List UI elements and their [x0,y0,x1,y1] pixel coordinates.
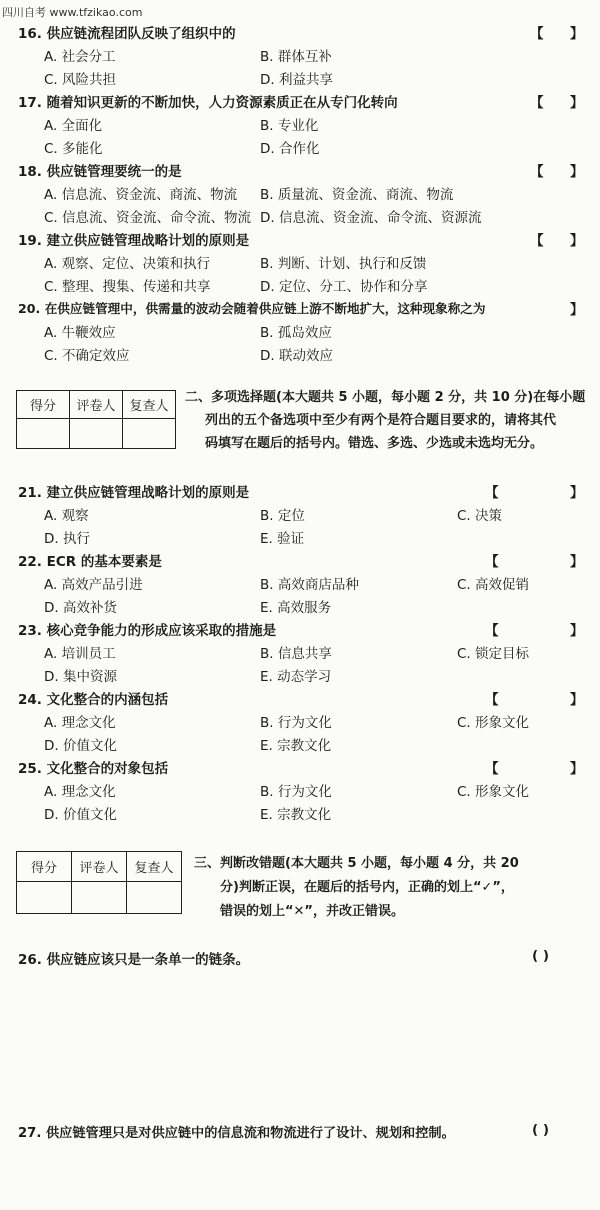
bracket-right: 】 [570,164,584,180]
option: C. 高效促销 [457,577,530,593]
option: A. 理念文化 [44,715,116,731]
section3-line3: 错误的划上“✕”，并改正错误。 [220,904,404,919]
grader-cell[interactable] [70,419,123,449]
option: D. 利益共享 [260,72,333,88]
option: E. 高效服务 [260,600,332,616]
option: B. 专业化 [260,118,319,134]
bracket-left: 【 [485,554,499,570]
option: C. 锁定目标 [457,646,530,662]
option: A. 社会分工 [44,49,116,65]
section2-line2: 列出的五个备选项中至少有两个是符合题目要求的，请将其代 [205,413,557,428]
option: B. 判断、计划、执行和反馈 [260,256,427,272]
score-table-2 [16,390,176,449]
watermark: 四川自考 www.tfzikao.com [2,6,143,19]
option: A. 观察 [44,508,89,524]
bracket-right: 】 [570,485,584,501]
section2-line1: 二、多项选择题(本大题共 5 小题，每小题 2 分，共 10 分)在每小题 [185,390,586,405]
option: B. 行为文化 [260,715,332,731]
answer-paren[interactable]: ( ) [532,1122,550,1138]
option: D. 价值文化 [44,807,117,823]
option: C. 多能化 [44,141,103,157]
option: B. 定位 [260,508,305,524]
option: D. 高效补货 [44,600,117,616]
option: C. 不确定效应 [44,348,130,364]
option: C. 风险共担 [44,72,117,88]
option: D. 定位、分工、协作和分享 [260,279,428,295]
bracket-right: 】 [570,233,584,249]
bracket-right: 】 [570,623,584,639]
bracket-right: 】 [570,554,584,570]
option: E. 动态学习 [260,669,332,685]
question-25: 25. 文化整合的对象包括 [18,761,169,777]
option: D. 信息流、资金流、命令流、资源流 [260,210,482,226]
bracket-left: 【 [530,26,544,42]
section3-line2: 分)判断正误，在题后的括号内，正确的划上“✓”， [220,880,514,895]
question-21: 21. 建立供应链管理战略计划的原则是 [18,485,250,501]
bracket-right: 】 [570,302,584,318]
question-19: 19. 建立供应链管理战略计划的原则是 [18,233,250,249]
question-18: 18. 供应链管理要统一的是 [18,164,182,180]
option: B. 信息共享 [260,646,332,662]
score-table-3 [16,851,182,914]
option: C. 决策 [457,508,503,524]
question-26: 26. 供应链应该只是一条单一的链条。 [18,952,250,968]
option: C. 整理、搜集、传递和共享 [44,279,211,295]
option: A. 培训员工 [44,646,116,662]
option: B. 群体互补 [260,49,332,65]
option: A. 牛鞭效应 [44,325,116,341]
question-23: 23. 核心竞争能力的形成应该采取的措施是 [18,623,277,639]
section2-line3: 码填写在题后的括号内。错选、多选、少选或未选均无分。 [205,436,544,451]
bracket-right: 】 [570,761,584,777]
option: E. 宗教文化 [260,807,332,823]
bracket-right: 】 [570,95,584,111]
bracket-right: 】 [570,26,584,42]
option: B. 质量流、资金流、商流、物流 [260,187,454,203]
option: C. 信息流、资金流、命令流、物流 [44,210,252,226]
option: C. 形象文化 [457,715,530,731]
grader-header: 评卷人 [70,391,123,419]
bracket-left: 【 [485,623,499,639]
reviewer-header: 复查人 [123,391,176,419]
answer-paren[interactable]: ( ) [532,948,550,964]
option: A. 全面化 [44,118,103,134]
bracket-left: 【 [485,692,499,708]
reviewer-cell[interactable] [127,882,182,914]
question-27: 27. 供应链管理只是对供应链中的信息流和物流进行了设计、规划和控制。 [18,1126,455,1141]
bracket-left: 【 [530,233,544,249]
option: D. 合作化 [260,141,320,157]
bracket-left: 【 [530,164,544,180]
bracket-left: 【 [485,761,499,777]
reviewer-cell[interactable] [123,419,176,449]
section3-line1: 三、判断改错题(本大题共 5 小题，每小题 4 分，共 20 [194,856,519,871]
score-cell[interactable] [17,882,72,914]
question-22: 22. ECR 的基本要素是 [18,554,162,570]
grader-cell[interactable] [72,882,127,914]
score-header: 得分 [17,852,72,882]
option: A. 高效产品引进 [44,577,143,593]
option: A. 信息流、资金流、商流、物流 [44,187,238,203]
score-header: 得分 [17,391,70,419]
question-20: 20. 在供应链管理中，供需量的波动会随着供应链上游不断地扩大，这种现象称之为 [18,301,486,316]
option: E. 验证 [260,531,305,547]
option: D. 价值文化 [44,738,117,754]
option: B. 高效商店品种 [260,577,359,593]
question-17: 17. 随着知识更新的不断加快，人力资源素质正在从专门化转向 [18,95,398,111]
option: A. 观察、定位、决策和执行 [44,256,211,272]
option: D. 集中资源 [44,669,117,685]
bracket-left: 【 [530,95,544,111]
option: E. 宗教文化 [260,738,332,754]
option: B. 孤岛效应 [260,325,332,341]
bracket-right: 】 [570,692,584,708]
option: D. 执行 [44,531,90,547]
bracket-left: 【 [485,485,499,501]
question-16: 16. 供应链流程团队反映了组织中的 [18,26,236,42]
grader-header: 评卷人 [72,852,127,882]
reviewer-header: 复查人 [127,852,182,882]
option: C. 形象文化 [457,784,530,800]
option: A. 理念文化 [44,784,116,800]
option: D. 联动效应 [260,348,333,364]
option: B. 行为文化 [260,784,332,800]
question-24: 24. 文化整合的内涵包括 [18,692,169,708]
score-cell[interactable] [17,419,70,449]
